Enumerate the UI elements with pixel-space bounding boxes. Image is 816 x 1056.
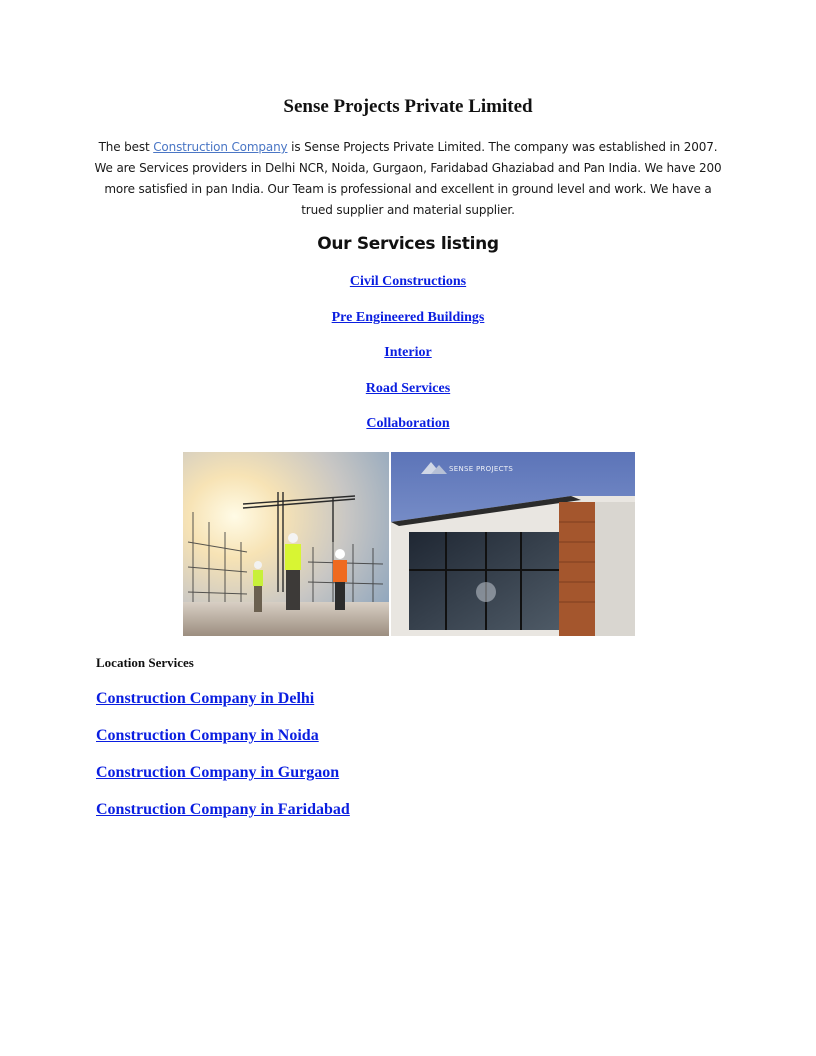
services-heading: Our Services listing: [317, 234, 499, 254]
intro-text-after: is Sense Projects Private Limited. The company was established in 2007. We are Services providers in Delhi NCR, Noida, Gurgaon, Faridabad Ghaziabad and Pan India. We have 200 more satisfied in pan India. Our Team is professional and excellent in ground level and work. We have a trued supplier and material supplier.: [94, 140, 722, 217]
construction-workers-illustration: [183, 452, 389, 636]
location-services-heading: Location Services: [96, 655, 194, 670]
service-link-label[interactable]: Collaboration: [366, 416, 450, 431]
service-link-label[interactable]: Road Services: [365, 381, 451, 396]
location-link-delhi[interactable]: Construction Company in Delhi: [96, 690, 315, 707]
modern-building-illustration: [391, 452, 635, 636]
modern-building-photo: [391, 452, 635, 636]
service-link-label[interactable]: Pre Engineered Buildings: [331, 310, 485, 325]
service-link-civil-constructions[interactable]: [0, 274, 816, 290]
service-link-collaboration[interactable]: [0, 416, 816, 432]
sense-projects-logo-text: SENSE PROJECTS: [449, 465, 514, 473]
location-link-faridabad[interactable]: Construction Company in Faridabad: [96, 801, 350, 818]
construction-company-link[interactable]: Construction Company: [153, 140, 288, 154]
location-link-noida[interactable]: Construction Company in Noida: [96, 727, 319, 744]
construction-workers-photo: [183, 452, 389, 636]
intro-text-before: The best: [98, 140, 154, 154]
service-link-interior[interactable]: [0, 345, 816, 361]
service-link-label[interactable]: Interior: [384, 345, 432, 360]
service-link-label[interactable]: Civil Constructions: [349, 274, 467, 289]
intro-paragraph: [92, 137, 724, 221]
page-title: Sense Projects Private Limited: [283, 96, 533, 117]
service-link-pre-engineered-buildings[interactable]: [0, 310, 816, 326]
service-link-road-services[interactable]: [0, 381, 816, 397]
location-link-gurgaon[interactable]: Construction Company in Gurgaon: [96, 764, 340, 781]
